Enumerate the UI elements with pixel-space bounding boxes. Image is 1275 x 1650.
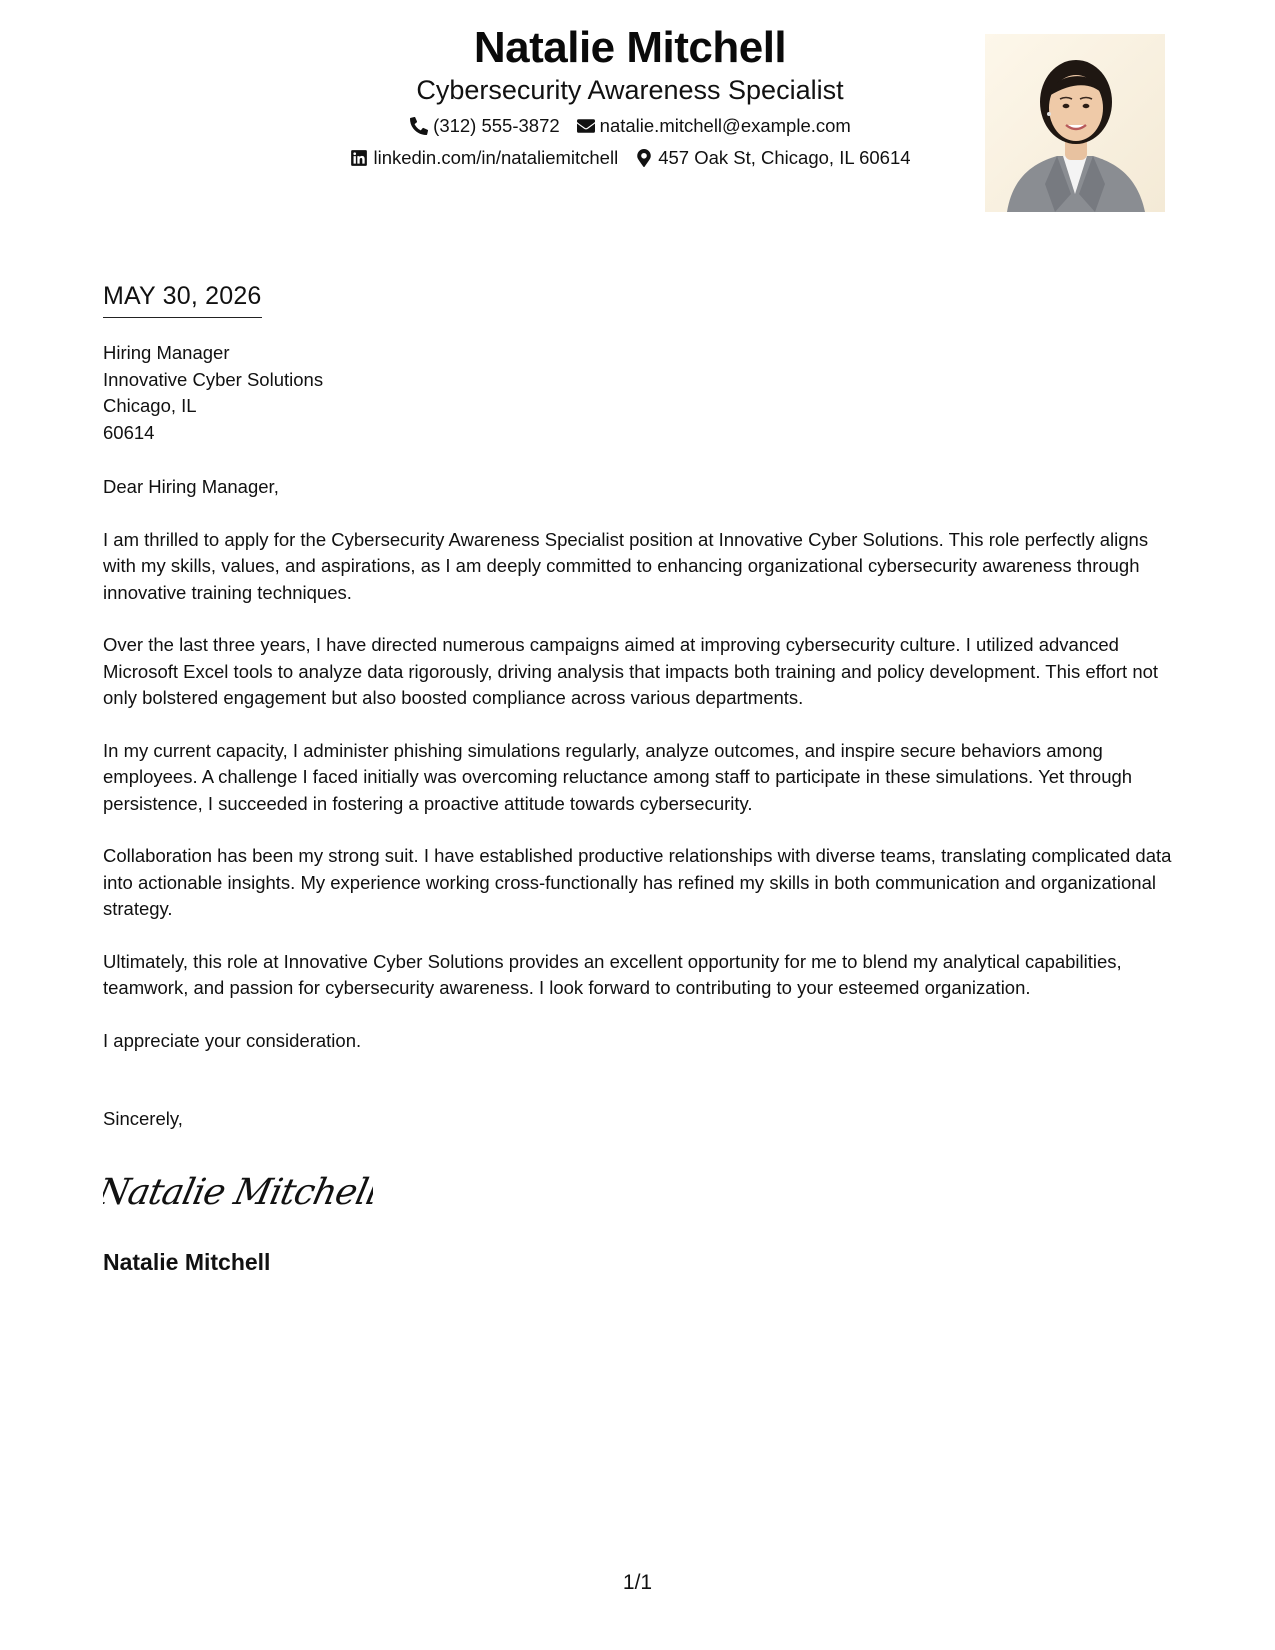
profile-photo-illustration — [985, 34, 1165, 212]
linkedin-contact[interactable] — [349, 146, 618, 170]
body-paragraph: I appreciate your consideration. — [103, 1029, 362, 1051]
profile-photo — [985, 34, 1165, 212]
applicant-title: Cybersecurity Awareness Specialist — [416, 75, 844, 105]
recipient-city: Chicago, IL — [103, 395, 197, 416]
signed-name: Natalie Mitchell — [103, 1249, 271, 1275]
linkedin-icon — [349, 148, 369, 168]
recipient-company: Innovative Cyber Solutions — [103, 368, 324, 390]
phone-contact[interactable] — [409, 114, 560, 138]
envelope-icon — [576, 116, 596, 136]
closing: Sincerely, — [103, 1108, 183, 1129]
recipient-name: Hiring Manager — [103, 342, 230, 363]
signature-glyphs: Natalie Mitchell — [103, 1170, 373, 1213]
signature-drawing — [103, 1160, 373, 1220]
body-paragraph: Collaboration has been my strong suit. I have established productive relationships with diverse teams, translating complicated data into actionable insights. My experience working cross-functionally has refined my skills in both communication and organizational strategy. — [103, 845, 1172, 919]
map-pin-icon — [634, 148, 654, 168]
address-contact — [634, 146, 910, 170]
letter-header — [250, 22, 1010, 170]
contact-row-2 — [250, 146, 1010, 170]
contact-row-1 — [250, 114, 1010, 138]
body-paragraph: Over the last three years, I have directed numerous campaigns aimed at improving cybersecurity culture. I utilized advanced Microsoft Excel tools to analyze data rigorously, driving analysis that impacts both training and policy development. This effort not only bolstered engagement but also boosted compliance across various departments. — [103, 634, 1159, 708]
applicant-name: Natalie Mitchell — [473, 23, 787, 72]
linkedin-text: linkedin.com/in/nataliemitchell — [373, 147, 619, 168]
phone-icon — [409, 116, 429, 136]
letter-date: MAY 30, 2026 — [103, 280, 262, 318]
recipient-address — [103, 340, 323, 446]
body-paragraph: I am thrilled to apply for the Cybersecurity Awareness Specialist position at Innovative Cyber Solutions. This role perfectly aligns with my skills, values, and aspirations, as I am deeply committed to enhancing organizational cybersecurity awareness through innovative training techniques. — [103, 528, 1149, 603]
email-contact[interactable] — [576, 114, 851, 138]
address-text: 457 Oak St, Chicago, IL 60614 — [658, 147, 911, 168]
salutation: Dear Hiring Manager, — [103, 476, 279, 497]
handwritten-signature — [103, 1160, 373, 1220]
page-number: 1/1 — [622, 1571, 653, 1594]
letter-date-block — [103, 280, 262, 318]
letter-body — [103, 474, 1183, 1080]
recipient-zip: 60614 — [103, 421, 155, 443]
phone-text: (312) 555-3872 — [433, 115, 560, 136]
email-text: natalie.mitchell@example.com — [599, 115, 851, 136]
body-paragraph: Ultimately, this role at Innovative Cyber Solutions provides an excellent opportunity for me to blend my analytical capabilities, teamwork, and passion for cybersecurity awareness. I look forward to contributing to your esteemed organization. — [103, 950, 1122, 998]
body-paragraph: In my current capacity, I administer phishing simulations regularly, analyze outcomes, and inspire secure behaviors among employees. A challenge I faced initially was overcoming reluctance among staff to participate in these simulations. Yet through persistence, I succeeded in fostering a proactive attitude towards cybersecurity. — [103, 739, 1133, 814]
